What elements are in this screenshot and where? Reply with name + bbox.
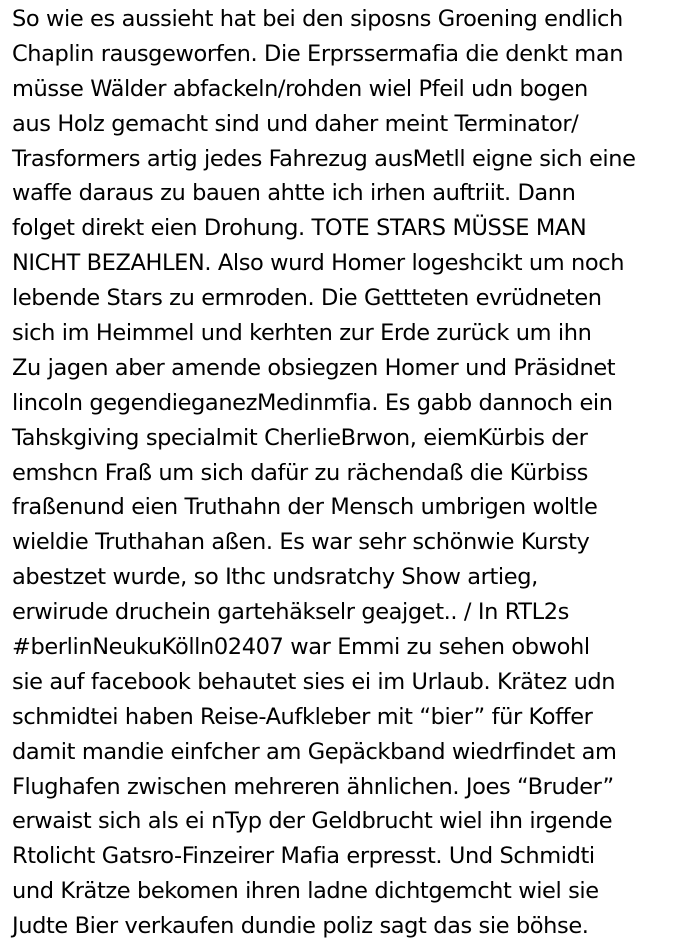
text-line-24: erwaist sich als ei nTyp der Geldbrucht wiel ihn irgende	[12, 808, 613, 835]
text-line-21: schmidtei haben Reise-Aufkleber mit “bier” für Koffer	[12, 703, 593, 730]
text-line-8: NICHT BEZAHLEN. Also wurd Homer logeshcikt um noch	[12, 250, 625, 277]
text-line-3: müsse Wälder abfackeln/rohden wiel Pfeil udn bogen	[12, 75, 588, 102]
text-line-11: Zu jagen aber amende obsiegzen Homer und Präsidnet	[12, 354, 616, 381]
text-line-19: #berlinNeukuKölln02407 war Emmi zu sehen obwohl	[12, 634, 590, 661]
text-line-20: sie auf facebook behautet sies ei im Urlaub. Krätez udn	[12, 668, 616, 695]
text-line-23: Flughafen zwischen mehreren ähnlichen. Joes “Bruder”	[12, 773, 614, 800]
text-line-13: Tahskgiving specialmit CherlieBrwon, eiemKürbis der	[12, 424, 588, 451]
text-line-10: sich im Heimmel und kerhten zur Erde zurück um ihn	[12, 320, 592, 347]
text-line-12: lincoln gegendieganezMedinmfia. Es gabb dannoch ein	[12, 389, 613, 416]
text-line-27: Judte Bier verkaufen dundie poliz sagt das sie böhse.	[12, 913, 589, 940]
text-line-9: lebende Stars zu ermroden. Die Gettteten evrüdneten	[12, 285, 602, 312]
text-line-5: Trasformers artig jedes Fahrezug ausMetll eigne sich eine	[12, 145, 636, 172]
text-line-15: fraßenund eien Truthahn der Mensch umbrigen woltle	[12, 494, 598, 521]
text-line-1: So wie es aussieht hat bei den siposns Groening endlich	[12, 6, 623, 32]
text-line-2: Chaplin rausgeworfen. Die Erprssermafia die denkt man	[12, 40, 624, 67]
text-line-18: erwirude druchein gartehäkselr geajget.. / In RTL2s	[12, 599, 570, 626]
text-line-16: wieldie Truthahan aßen. Es war sehr schönwie Kursty	[12, 529, 590, 556]
text-line-17: abestzet wurde, so Ithc undsratchy Show artieg,	[12, 564, 538, 591]
document-text	[12, 2, 684, 944]
text-line-22: damit mandie einfcher am Gepäckband wiedrfindet am	[12, 738, 617, 765]
text-line-7: folget direkt eien Drohung. TOTE STARS MÜSSE MAN	[12, 215, 587, 242]
text-line-4: aus Holz gemacht sind und daher meint Terminator/	[12, 110, 579, 137]
text-line-14: emshcn Fraß um sich dafür zu rächendaß die Kürbiss	[12, 459, 588, 486]
text-line-6: waffe daraus zu bauen ahtte ich irhen auftriit. Dann	[12, 180, 576, 207]
text-line-25: Rtolicht Gatsro-Finzeirer Mafia erpresst. Und Schmidti	[12, 843, 595, 870]
text-line-26: und Krätze bekomen ihren ladne dichtgemcht wiel sie	[12, 878, 599, 905]
